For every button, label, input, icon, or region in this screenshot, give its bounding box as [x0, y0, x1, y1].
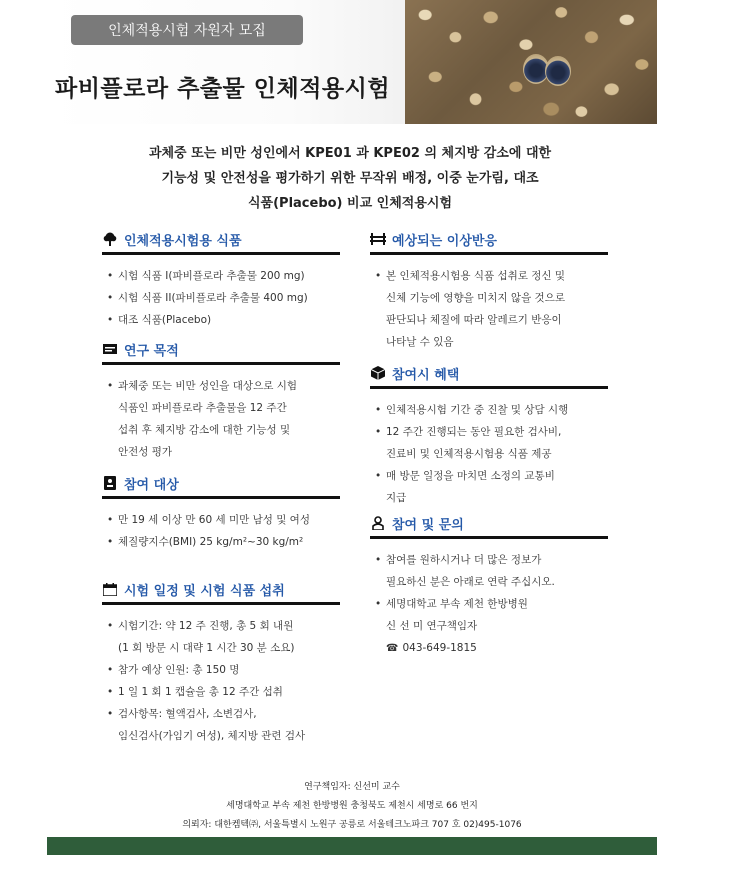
section-title: 예상되는 이상반응 — [392, 233, 497, 249]
section-benefit — [370, 362, 608, 509]
list-item: • 체질량지수(BMI) 25 kg/m²~30 kg/m² — [102, 531, 340, 553]
list-item: • 1 일 1 회 1 캡슐을 총 12 주간 섭취 — [102, 681, 340, 703]
intro-line: 과체중 또는 비만 성인에서 KPE01 과 KPE02 의 체지방 감소에 대한 — [148, 146, 552, 161]
list-item: • 시험기간: 약 12 주 진행, 총 5 회 내원 — [102, 615, 340, 637]
phone-icon: ☎ — [386, 643, 399, 654]
list-item: 안전성 평가 — [118, 446, 173, 458]
contact-list — [370, 549, 608, 660]
list-item: (1 회 방문 시 대략 1 시간 30 분 소요) — [118, 642, 295, 654]
recruitment-tag: 인체적용시험 자원자 모집 — [71, 15, 303, 45]
phone-number: 043-649-1815 — [402, 642, 477, 654]
section-title: 연구 목적 — [124, 343, 179, 359]
intro-line: 기능성 및 안전성을 평가하기 위한 무작위 배정, 이중 눈가림, 대조 — [161, 171, 539, 186]
section-target — [102, 472, 340, 553]
section-header — [102, 472, 340, 499]
purpose-list — [102, 375, 340, 463]
list-item: • 시험 식품 I(파비플로라 추출물 200 mg) — [102, 265, 340, 287]
list-item: • 시험 식품 II(파비플로라 추출물 400 mg) — [102, 287, 340, 309]
list-item: 신 선 미 연구책임자 — [386, 620, 478, 632]
card-icon — [102, 341, 118, 357]
badge-icon — [102, 475, 118, 491]
phone-item — [370, 637, 608, 660]
schedule-list — [102, 615, 340, 747]
section-title: 참여 및 문의 — [392, 517, 464, 533]
target-list — [102, 509, 340, 553]
list-item: • 12 주간 진행되는 동안 필요한 검사비, — [370, 421, 608, 443]
list-item: • 세명대학교 부속 제천 한방병원 — [370, 593, 608, 615]
section-contact — [370, 512, 608, 660]
adverse-list — [370, 265, 608, 353]
tree-icon — [102, 231, 118, 247]
header-banner — [47, 0, 657, 124]
list-item: • 검사항목: 혈액검사, 소변검사, — [102, 703, 340, 725]
section-food — [102, 228, 340, 331]
list-item: 식품인 파비플로라 추출물을 12 주간 — [118, 402, 287, 414]
person-icon — [370, 515, 386, 531]
page-title: 파비플로라 추출물 인체적용시험 — [55, 76, 391, 102]
list-item: 신체 기능에 영향을 미치지 않을 것으로 — [386, 292, 565, 304]
cut-seed-image — [545, 56, 571, 86]
list-item: 필요하신 분은 아래로 연락 주십시오. — [386, 576, 555, 588]
intro-line: 식품(Placebo) 비교 인체적용시험 — [247, 196, 453, 211]
intro-text — [120, 141, 580, 216]
cube-icon — [370, 365, 386, 381]
footer-line: 연구책임자: 신선미 교수 — [304, 782, 400, 792]
section-schedule — [102, 578, 340, 747]
list-item: • 본 인체적용시험용 식품 섭취로 정신 및 — [370, 265, 608, 287]
section-header — [102, 228, 340, 255]
list-item: • 인체적용시험 기간 중 진찰 및 상담 시행 — [370, 399, 608, 421]
barrier-icon — [370, 231, 386, 247]
benefit-list — [370, 399, 608, 509]
section-header — [370, 362, 608, 389]
seed-photo — [405, 0, 657, 124]
section-title: 참여시 혜택 — [392, 367, 460, 383]
section-title: 인체적용시험용 식품 — [124, 233, 242, 249]
food-list — [102, 265, 340, 331]
list-item: • 매 방문 일정을 마치면 소정의 교통비 — [370, 465, 608, 487]
footer-line: 의뢰자: 대한켐텍㈜, 서울특별시 노원구 공릉로 서울테크노파크 707 호 02)495-1076 — [182, 820, 522, 830]
footer — [47, 778, 657, 835]
section-header — [102, 338, 340, 365]
list-item: 섭취 후 체지방 감소에 대한 기능성 및 — [118, 424, 291, 436]
list-item: • 만 19 세 이상 만 60 세 미만 남성 및 여성 — [102, 509, 340, 531]
section-adverse — [370, 228, 608, 353]
footer-line: 세명대학교 부속 제천 한방병원 충청북도 제천시 세명로 66 번지 — [226, 801, 478, 811]
list-item: • 과체중 또는 비만 성인을 대상으로 시험 — [102, 375, 340, 397]
calendar-icon — [102, 581, 118, 597]
section-purpose — [102, 338, 340, 463]
section-header — [370, 228, 608, 255]
list-item: 판단되나 체질에 따라 알레르기 반응이 — [386, 314, 562, 326]
list-item: 나타날 수 있음 — [386, 336, 454, 348]
footer-bar — [47, 837, 657, 855]
list-item: • 대조 식품(Placebo) — [102, 309, 340, 331]
list-item: 임신검사(가임기 여성), 체지방 관련 검사 — [118, 730, 306, 742]
list-item: • 참여를 원하시거나 더 많은 정보가 — [370, 549, 608, 571]
section-title: 참여 대상 — [124, 477, 179, 493]
list-item: • 참가 예상 인원: 총 150 명 — [102, 659, 340, 681]
section-header — [370, 512, 608, 539]
section-header — [102, 578, 340, 605]
section-title: 시험 일정 및 시험 식품 섭취 — [124, 583, 285, 599]
list-item: 지급 — [386, 492, 407, 504]
list-item: 진료비 및 인체적용시험용 식품 제공 — [386, 448, 552, 460]
